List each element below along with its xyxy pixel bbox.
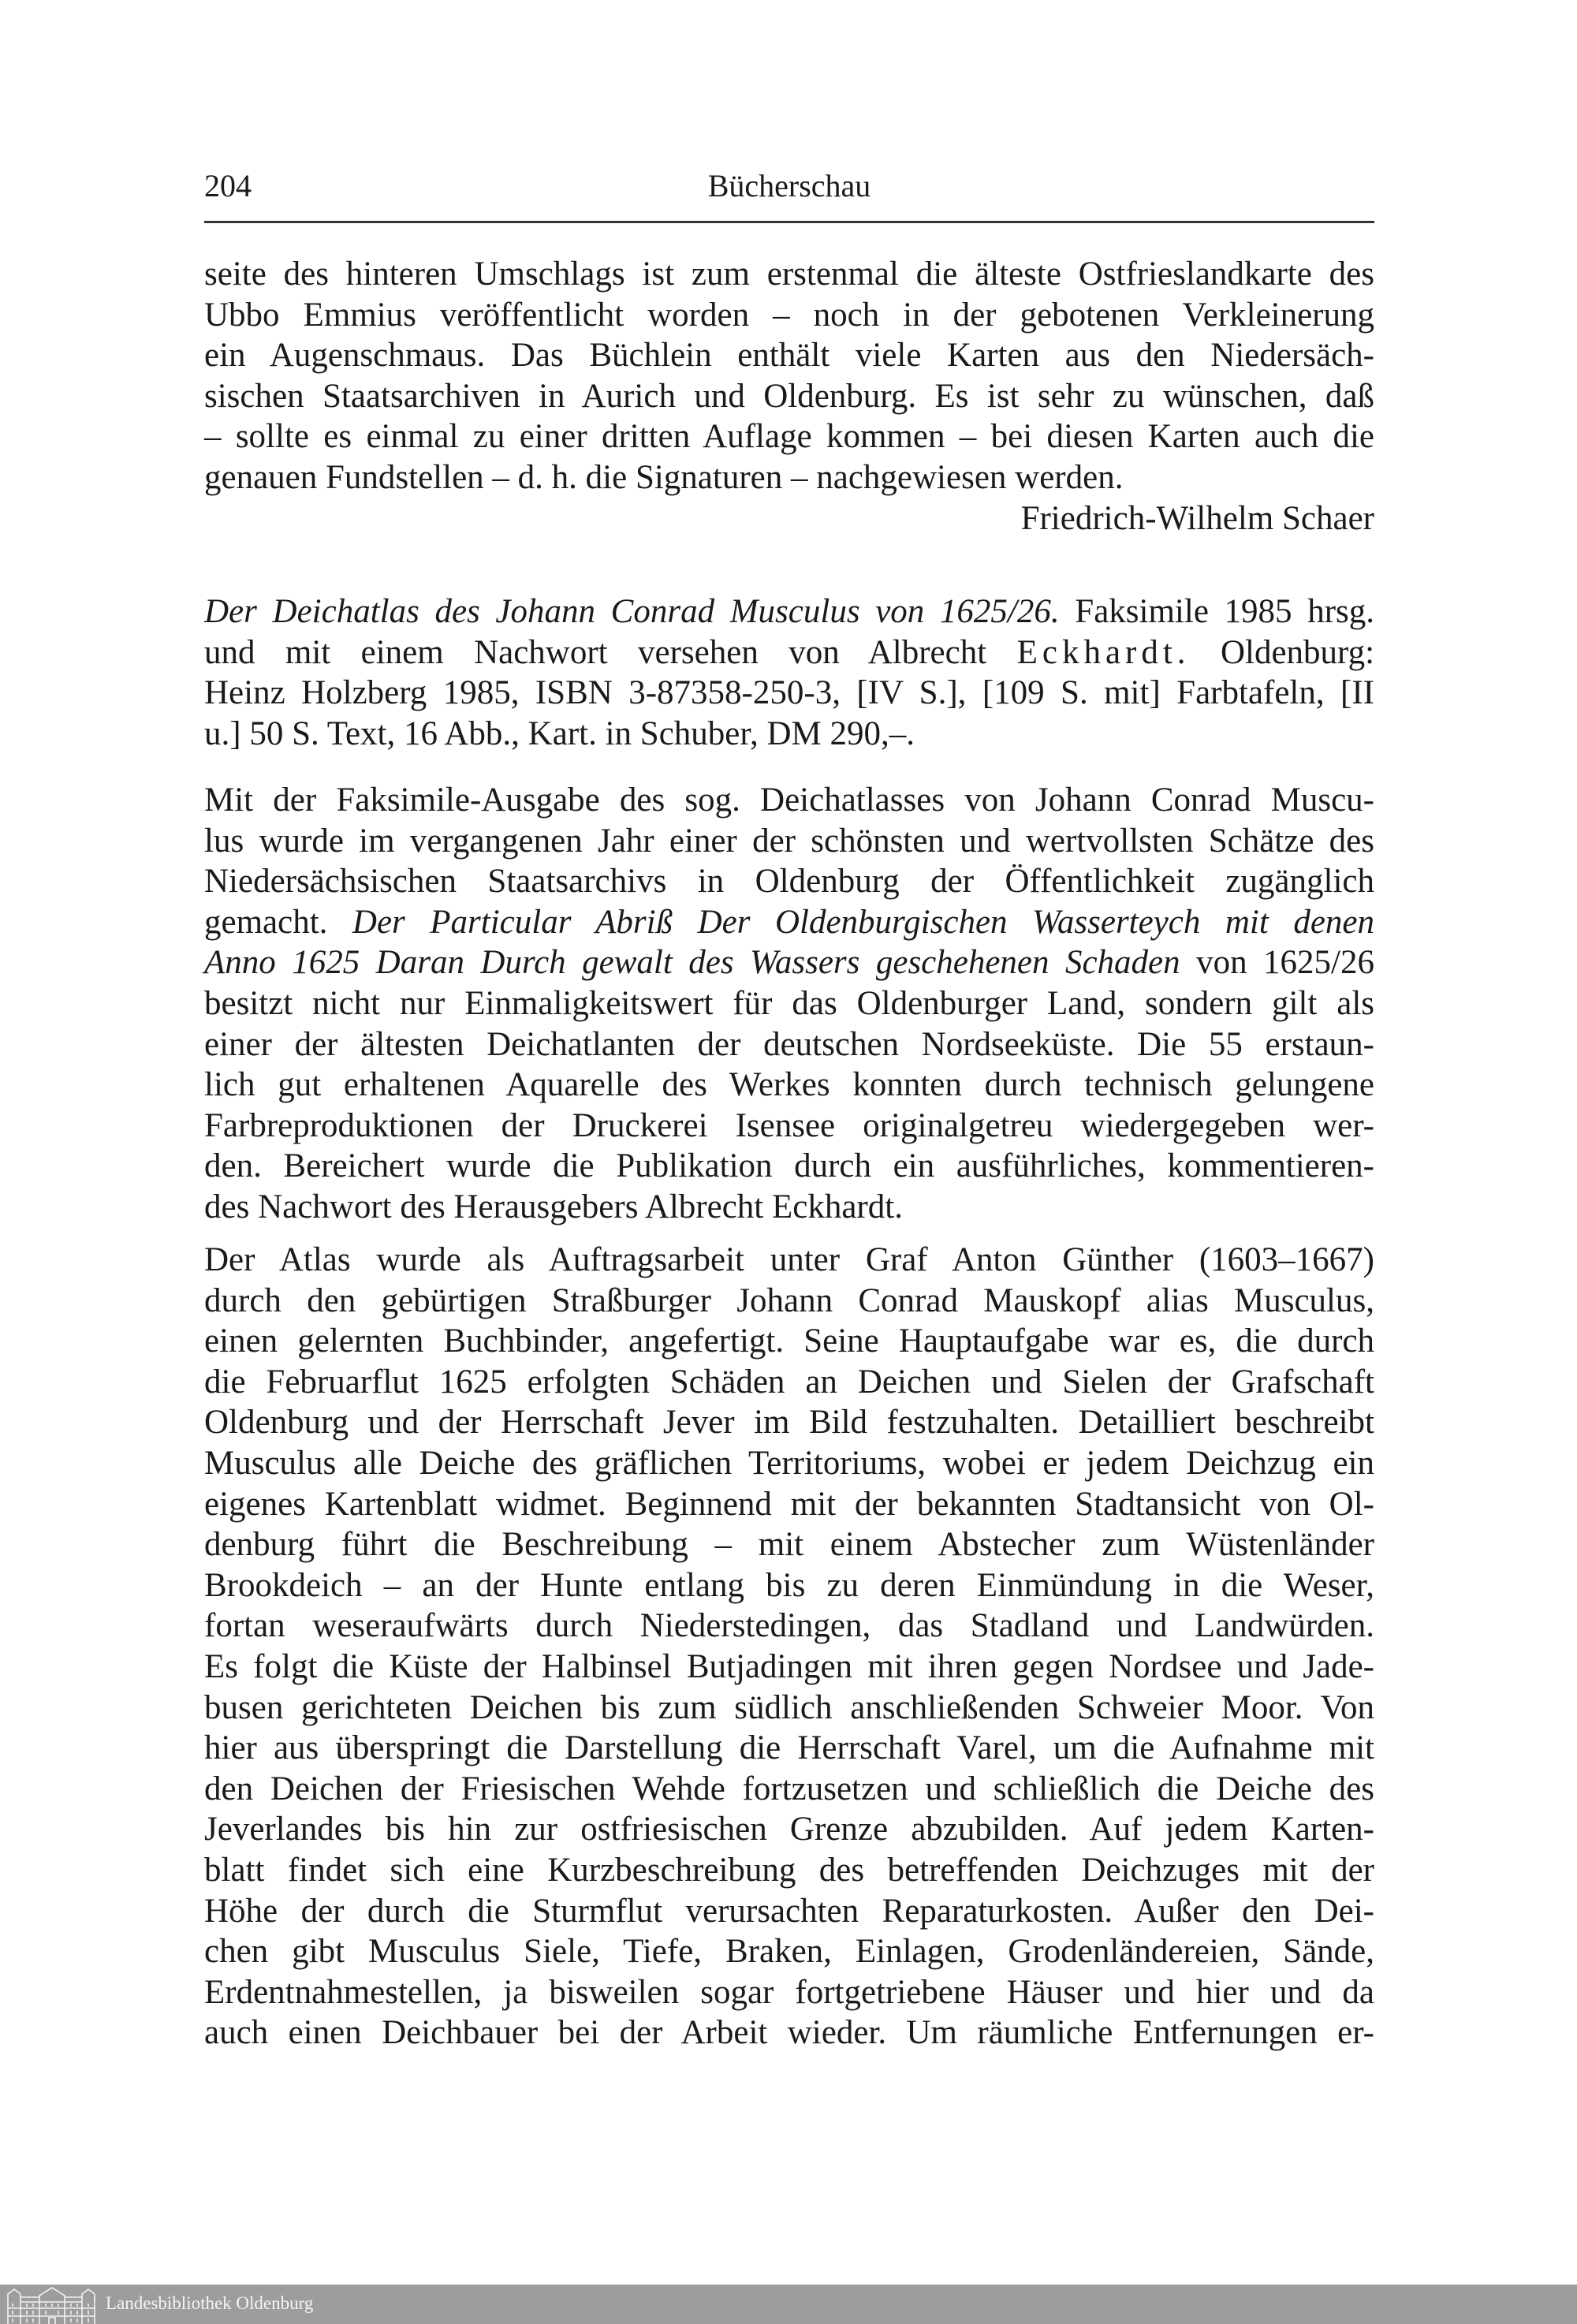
text-line: eigenes Kartenblatt widmet. Beginnend mit der bekannten Stadtansicht von Ol-	[204, 1485, 1374, 1523]
text-line: Niedersächsischen Staatsarchivs in Oldenburg der Öffentlichkeit zugänglich	[204, 863, 1374, 901]
text-line: Es folgt die Küste der Halbinsel Butjadingen mit ihren gegen Nordsee und Jade-	[204, 1647, 1374, 1685]
text-line: genauen Fundstellen – d. h. die Signaturen – nachgewiesen werden.	[204, 458, 1124, 496]
text-line: seite des hinteren Umschlags ist zum erstenmal die älteste Ostfrieslandkarte des	[204, 256, 1374, 293]
text-line: u.] 50 S. Text, 16 Abb., Kart. in Schuber, DM 290,–.	[204, 714, 915, 752]
running-header	[204, 167, 1374, 210]
text-line: lich gut erhaltenen Aquarelle des Werkes konnten durch technisch gelungene	[204, 1066, 1374, 1104]
book-title: Der Deichatlas des Johann Conrad Musculus von 1625/26.	[204, 593, 1060, 630]
text-line: durch den gebürtigen Straßburger Johann Conrad Mauskopf alias Musculus,	[204, 1281, 1374, 1319]
review-2-citation	[204, 591, 1374, 754]
running-title: Bücherschau	[707, 168, 871, 203]
library-footer-bar	[0, 2285, 1577, 2324]
text-segment: Faksimile 1985 hrsg.	[1075, 593, 1375, 630]
text-line: chen gibt Musculus Siele, Tiefe, Braken, Einlagen, Grodenländereien, Sände,	[204, 1933, 1374, 1971]
italic-title: Der Particular Abriß Der Oldenburgischen Wasserteych mit denen	[352, 903, 1374, 941]
review-author: Friedrich-Wilhelm Schaer	[1020, 499, 1374, 537]
library-name: Landesbibliothek Oldenburg	[106, 2293, 314, 2313]
text-line: sischen Staatsarchiven in Aurich und Oldenburg. Es ist sehr zu wünschen, daß	[204, 377, 1374, 415]
text-segment: und mit einem Nachwort versehen von Albrecht	[204, 633, 987, 671]
library-building-icon	[5, 2286, 98, 2324]
text-line: einen gelernten Buchbinder, angefertigt. Seine Hauptaufgabe war es, die durch	[204, 1322, 1374, 1360]
text-line: denburg führt die Beschreibung – mit einem Abstecher zum Wüstenländer	[204, 1526, 1374, 1564]
text-line: Musculus alle Deiche des gräflichen Territoriums, wobei er jedem Deichzug ein	[204, 1444, 1374, 1482]
text-line: des Nachwort des Herausgebers Albrecht Eckhardt.	[204, 1188, 903, 1225]
text-line: Ubbo Emmius veröffentlicht worden – noch in der gebotenen Verkleinerung	[204, 296, 1374, 334]
text-line: den. Bereichert wurde die Publikation durch ein ausführliches, kommentieren-	[204, 1147, 1374, 1185]
text-line: Der Atlas wurde als Auftragsarbeit unter Graf Anton Günther (1603–1667)	[204, 1241, 1374, 1278]
text-line: Farbreproduktionen der Druckerei Isensee originalgetreu wiedergegeben wer-	[204, 1106, 1374, 1144]
text-line: ein Augenschmaus. Das Büchlein enthält viele Karten aus den Niedersäch-	[204, 337, 1374, 375]
text-segment: gemacht.	[204, 903, 328, 941]
text-line: einer der ältesten Deichatlanten der deutschen Nordseeküste. Die 55 erstaun-	[204, 1025, 1374, 1063]
text-line: auch einen Deichbauer bei der Arbeit wieder. Um räumliche Entfernungen er-	[204, 2014, 1374, 2052]
text-line: Erdentnahmestellen, ja bisweilen sogar fortgetriebene Häuser und hier und da	[204, 1973, 1374, 2011]
text-line: lus wurde im vergangenen Jahr einer der schönsten und wertvollsten Schätze des	[204, 822, 1374, 860]
header-rule	[204, 221, 1374, 223]
italic-title: Anno 1625 Daran Durch gewalt des Wassers geschehenen Schaden	[204, 944, 1180, 982]
text-line: blatt findet sich eine Kurzbeschreibung des betreffenden Deichzuges mit der	[204, 1851, 1374, 1889]
text-line: Jeverlandes bis hin zur ostfriesischen Grenze abzubilden. Auf jedem Karten-	[204, 1811, 1374, 1848]
text-segment: von 1625/26	[1196, 944, 1374, 982]
text-line: Mit der Faksimile-Ausgabe des sog. Deichatlasses von Johann Conrad Muscu-	[204, 782, 1374, 819]
text-line: Brookdeich – an der Hunte entlang bis zu deren Einmündung in die Weser,	[204, 1566, 1374, 1604]
text-line: den Deichen der Friesischen Wehde fortzusetzen und schließlich die Deiche des	[204, 1770, 1374, 1807]
review-1-text	[204, 254, 1374, 539]
editor-name: Eckhardt.	[1016, 633, 1191, 671]
text-line: busen gerichteten Deichen bis zum südlich anschließenden Schweier Moor. Von	[204, 1688, 1374, 1726]
text-line: Höhe der durch die Sturmflut verursachten Reparaturkosten. Außer den Dei-	[204, 1892, 1374, 1930]
text-line: – sollte es einmal zu einer dritten Auflage kommen – bei diesen Karten auch die	[204, 418, 1374, 456]
review-2-paragraph-2	[204, 1240, 1374, 2054]
text-line: besitzt nicht nur Einmaligkeitswert für das Oldenburger Land, sondern gilt als	[204, 984, 1374, 1022]
text-line: hier aus überspringt die Darstellung die Herrschaft Varel, um die Aufnahme mit	[204, 1729, 1374, 1767]
text-line: die Februarflut 1625 erfolgten Schäden an Deichen und Sielen der Grafschaft	[204, 1363, 1374, 1401]
page-number: 204	[204, 168, 252, 203]
text-segment: Oldenburg:	[1220, 633, 1375, 671]
text-line: Heinz Holzberg 1985, ISBN 3-87358-250-3, [IV S.], [109 S. mit] Farbtafeln, [II	[204, 674, 1374, 712]
review-2-paragraph-1	[204, 780, 1374, 1228]
text-line: Oldenburg und der Herrschaft Jever im Bild festzuhalten. Detailliert beschreibt	[204, 1404, 1374, 1442]
text-line: fortan weseraufwärts durch Niederstedingen, das Stadland und Landwürden.	[204, 1607, 1374, 1645]
